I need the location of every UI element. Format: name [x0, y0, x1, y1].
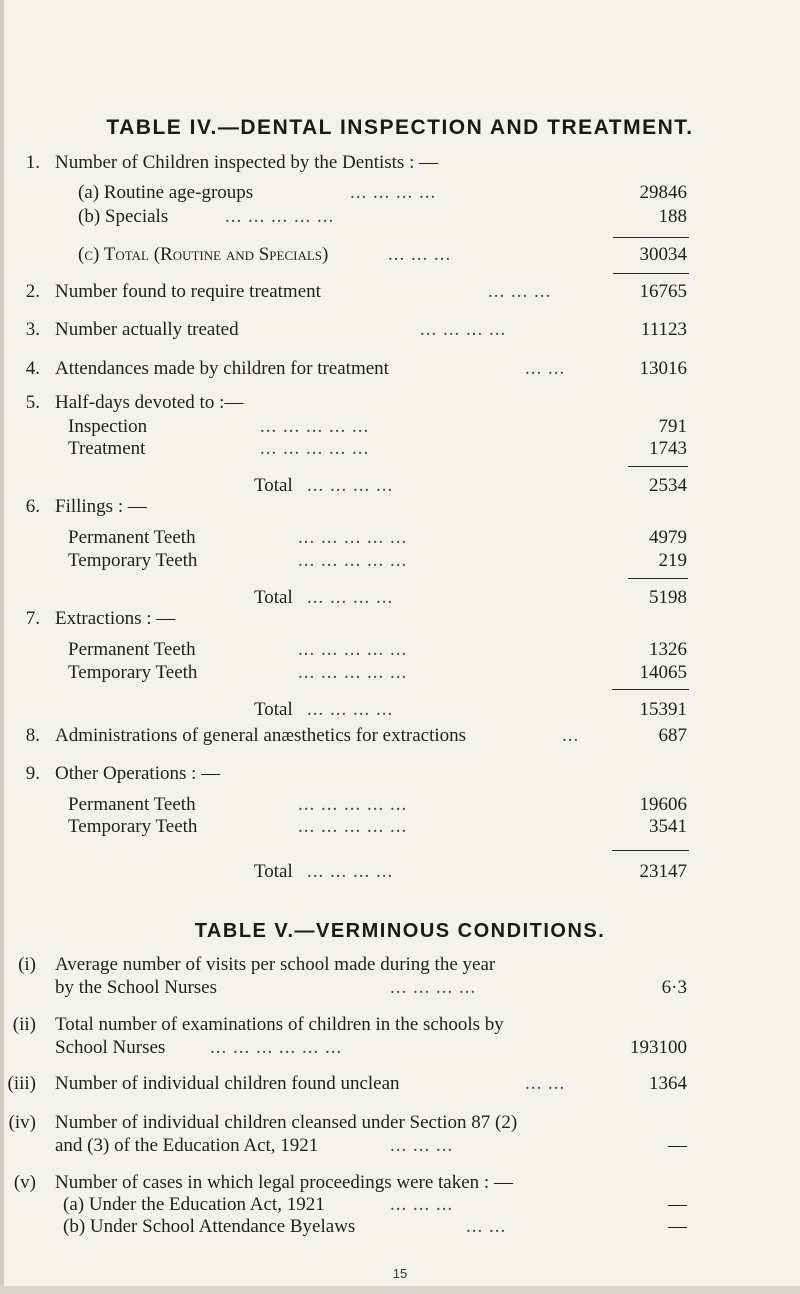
item-label: Number of individual children cleansed under Section 87 (2) [55, 1112, 518, 1133]
leader-dots: ... ... ... [388, 244, 452, 265]
item-number: 6. [25, 496, 40, 517]
item-label: Total [254, 475, 293, 496]
leader-dots: ... ... ... ... ... [298, 550, 408, 571]
leader-dots: ... ... ... ... ... [225, 206, 335, 227]
leader-dots: ... ... ... ... [350, 182, 437, 203]
item-label: Number of individual children found unclean [55, 1073, 400, 1094]
item-number: (iv) [8, 1112, 36, 1133]
item-value: 23147 [639, 861, 687, 882]
item-value: 5198 [649, 587, 687, 608]
leader-dots: ... ... ... ... [390, 977, 477, 998]
leader-dots: ... ... ... [488, 281, 552, 302]
item-value: 13016 [639, 358, 687, 379]
item-number: 3. [25, 319, 40, 340]
leader-dots: ... ... ... ... [307, 587, 394, 608]
table5-iii [0, 1071, 800, 1097]
item-label: Number actually treated [55, 319, 239, 340]
item-number: 4. [25, 358, 40, 379]
page-bottom-edge [0, 1286, 800, 1294]
table4-item6-temporary [0, 548, 800, 574]
page-number: 15 [392, 1266, 408, 1281]
table4-item7-temporary [0, 660, 800, 686]
leader-dots: ... ... ... ... ... ... [210, 1037, 343, 1058]
item-value: 193100 [630, 1037, 687, 1058]
item-label: Number of cases in which legal proceedings were taken : — [55, 1172, 513, 1193]
leader-dots: ... ... ... [390, 1135, 454, 1156]
table4-item3 [0, 317, 800, 343]
leader-dots: ... ... ... ... [420, 319, 507, 340]
sum-rule [613, 273, 689, 274]
leader-dots: ... ... ... [390, 1194, 454, 1215]
item-label: (a) Under the Education Act, 1921 [63, 1194, 325, 1215]
table4-item6-heading [0, 494, 800, 520]
item-label: (c) Total (Routine and Specials) [78, 244, 329, 265]
item-label: Number of Children inspected by the Dentists : — [55, 152, 439, 173]
item-number: 1. [25, 152, 40, 173]
item-value: 14065 [639, 662, 687, 683]
item-label: Fillings : — [55, 496, 147, 517]
table4-item1-heading [0, 150, 800, 176]
item-value: 29846 [639, 182, 687, 203]
item-label: Permanent Teeth [68, 794, 196, 815]
item-label: School Nurses [55, 1037, 166, 1058]
item-value: 687 [658, 725, 687, 746]
item-value: 16765 [639, 281, 687, 302]
item-value: 4979 [649, 527, 687, 548]
item-value: 6·3 [661, 977, 687, 998]
sum-rule [613, 237, 689, 238]
item-value: 2534 [649, 475, 687, 496]
item-number: (ii) [12, 1014, 36, 1035]
table4-item1b [0, 204, 800, 230]
item-label: Temporary Teeth [68, 816, 198, 837]
item-label: (a) Routine age-groups [78, 182, 254, 203]
leader-dots: ... ... ... ... [307, 861, 394, 882]
sum-rule [612, 689, 689, 690]
table4-item1a [0, 180, 800, 206]
item-number: 9. [25, 763, 40, 784]
item-label: by the School Nurses [55, 977, 218, 998]
item-label: Treatment [68, 438, 146, 459]
item-value: 1326 [649, 639, 687, 660]
item-value: — [668, 1135, 687, 1156]
item-value: 1364 [649, 1073, 687, 1094]
item-label: Inspection [68, 416, 148, 437]
leader-dots: ... ... [525, 358, 566, 379]
item-label: Total [254, 699, 293, 720]
leader-dots: ... ... ... ... ... [298, 527, 408, 548]
table4-item4 [0, 356, 800, 382]
table5-title: TABLE V.—VERMINOUS CONDITIONS. [194, 920, 606, 942]
item-label: Administrations of general anæsthetics for extractions [55, 725, 467, 746]
item-value: 11123 [640, 319, 687, 340]
item-label: Total [254, 861, 293, 882]
item-number: 5. [25, 392, 40, 413]
item-number: 2. [25, 281, 40, 302]
item-label: (b) Specials [78, 206, 169, 227]
item-label: Total number of examinations of children in the schools by [55, 1014, 504, 1035]
item-label: Temporary Teeth [68, 550, 198, 571]
table5-v-b [0, 1214, 800, 1240]
leader-dots: ... ... ... ... [307, 475, 394, 496]
item-value: — [668, 1194, 687, 1215]
item-value: 1743 [649, 438, 687, 459]
item-number: (iii) [7, 1073, 36, 1094]
table5-ii-line2 [0, 1035, 800, 1061]
item-label: Extractions : — [55, 608, 176, 629]
item-label: (b) Under School Attendance Byelaws [63, 1216, 356, 1237]
item-number: 7. [25, 608, 40, 629]
table4-item7-heading [0, 606, 800, 632]
item-label: Number found to require treatment [55, 281, 321, 302]
item-label: Attendances made by children for treatment [55, 358, 389, 379]
item-label: and (3) of the Education Act, 1921 [55, 1135, 319, 1156]
table4-item2 [0, 279, 800, 305]
sum-rule [628, 578, 688, 579]
leader-dots: ... ... [466, 1216, 507, 1237]
leader-dots: ... ... ... ... ... [260, 438, 370, 459]
leader-dots: ... ... ... ... ... [260, 416, 370, 437]
item-label: Permanent Teeth [68, 639, 196, 660]
item-number: (v) [13, 1172, 36, 1193]
leader-dots: ... [562, 725, 580, 746]
item-value: 30034 [639, 244, 687, 265]
item-value: 791 [658, 416, 687, 437]
leader-dots: ... ... ... ... [307, 699, 394, 720]
table4-item1c [0, 242, 800, 268]
leader-dots: ... ... [525, 1073, 566, 1094]
item-label: Total [254, 587, 293, 608]
item-label: Other Operations : — [55, 763, 221, 784]
item-value: 188 [658, 206, 687, 227]
leader-dots: ... ... ... ... ... [298, 639, 408, 660]
item-value: 19606 [639, 794, 687, 815]
item-label: Half-days devoted to :— [55, 392, 244, 413]
leader-dots: ... ... ... ... ... [298, 816, 408, 837]
table4-item9-temporary [0, 814, 800, 840]
item-number: 8. [25, 725, 40, 746]
item-label: Average number of visits per school made during the year [55, 954, 496, 975]
item-value: 219 [658, 550, 687, 571]
table4-item7-total [0, 697, 800, 723]
table4-title: TABLE IV.—DENTAL INSPECTION AND TREATMENT. [106, 116, 694, 139]
table4-item5-treatment [0, 436, 800, 462]
table4-item5-heading [0, 390, 800, 416]
leader-dots: ... ... ... ... ... [298, 794, 408, 815]
item-label: Temporary Teeth [68, 662, 198, 683]
table4-item9-heading [0, 761, 800, 787]
item-label: Permanent Teeth [68, 527, 196, 548]
table4-item9-total [0, 859, 800, 885]
item-value: — [668, 1216, 687, 1237]
item-value: 3541 [649, 816, 687, 837]
table5-i-line2 [0, 975, 800, 1001]
sum-rule [612, 850, 689, 851]
leader-dots: ... ... ... ... ... [298, 662, 408, 683]
table5-iv-line2 [0, 1133, 800, 1159]
table4-item8 [0, 723, 800, 749]
sum-rule [628, 466, 688, 467]
item-value: 15391 [639, 699, 687, 720]
item-number: (i) [18, 954, 36, 975]
